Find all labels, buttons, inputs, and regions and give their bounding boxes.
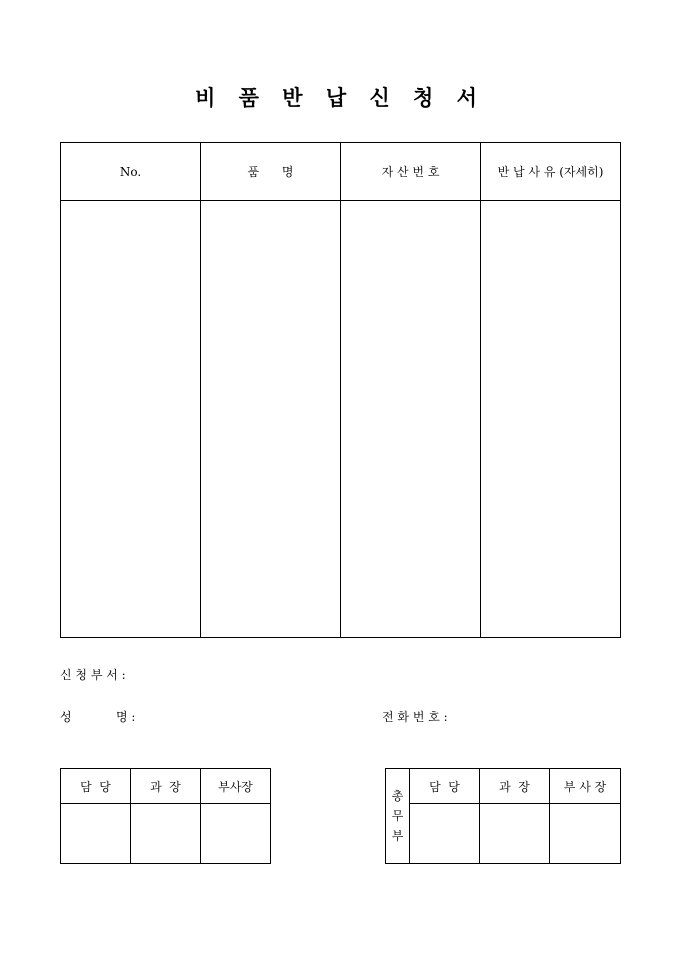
general-affairs-char-2: 무 — [391, 809, 404, 823]
ga-header-staff: 담 당 — [410, 769, 480, 804]
ga-signature-manager[interactable] — [480, 804, 550, 864]
general-affairs-char-1: 총 — [391, 789, 404, 803]
approval-header-manager: 과 장 — [131, 769, 201, 804]
name-label-second: 명 : — [116, 710, 136, 724]
ga-header-vice-president: 부 사 장 — [550, 769, 621, 804]
approval-box-general-affairs — [385, 768, 621, 864]
approval-header-vice-president: 부사장 — [201, 769, 271, 804]
cell-return-reason[interactable] — [481, 201, 621, 638]
general-affairs-char-3: 부 — [391, 829, 404, 843]
table-body-row — [61, 201, 621, 638]
table-header-row — [61, 143, 621, 201]
approval-header-staff: 담 당 — [61, 769, 131, 804]
column-header-return-reason: 반 납 사 유 (자세히) — [481, 143, 621, 201]
general-affairs-label — [386, 769, 410, 864]
signature-cell-manager[interactable] — [131, 804, 201, 864]
return-items-table — [60, 142, 621, 638]
ga-signature-vice-president[interactable] — [550, 804, 621, 864]
department-label: 신 청 부 서 : — [60, 668, 126, 682]
document-title: 비 품 반 납 신 청 서 — [195, 85, 485, 110]
ga-signature-staff[interactable] — [410, 804, 480, 864]
column-header-item-name: 품 명 — [201, 143, 341, 201]
approval-box-left — [60, 768, 271, 864]
signature-cell-vice-president[interactable] — [201, 804, 271, 864]
column-header-no: No. — [61, 143, 201, 201]
column-header-asset-number: 자 산 번 호 — [341, 143, 481, 201]
name-label-first: 성 — [60, 710, 72, 724]
cell-no[interactable] — [61, 201, 201, 638]
ga-header-manager: 과 장 — [480, 769, 550, 804]
cell-item-name[interactable] — [201, 201, 341, 638]
cell-asset-number[interactable] — [341, 201, 481, 638]
signature-cell-staff[interactable] — [61, 804, 131, 864]
phone-label: 전 화 번 호 : — [382, 710, 448, 724]
